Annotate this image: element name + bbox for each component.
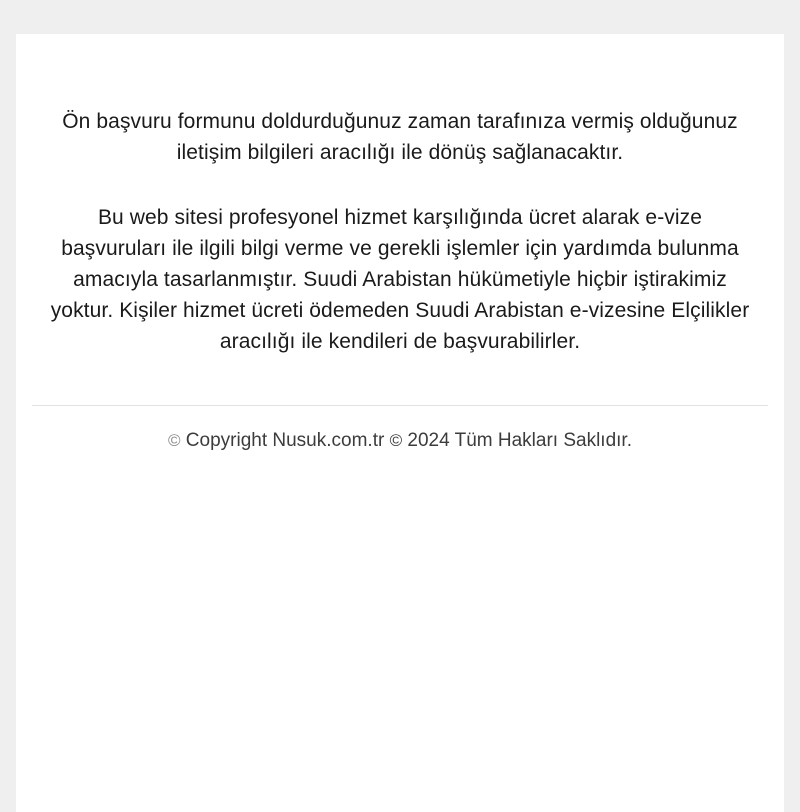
footer-info-section [16, 34, 784, 454]
left-gutter [0, 34, 16, 812]
disclaimer-paragraph: Bu web sitesi profesyonel hizmet karşılığında ücret alarak e-vize başvuruları ile ilgili bilgi verme ve gerekli işlemler için yardımda bulunma amacıyla tasarlanmıştır. Suudi Arabistan hükümetiyle hiçbir iştirakimiz yoktur. Kişiler hizmet ücreti ödemeden Suudi Arabistan e-vizesine Elçilikler aracılığı ile kendileri de başvurabilirler. [50, 206, 750, 353]
copyright-line [16, 406, 784, 454]
contact-followup-paragraph: Ön başvuru formunu doldurduğunuz zaman tarafınıza vermiş olduğunuz iletişim bilgileri aracılığı ile dönüş sağlanacaktır. [62, 110, 738, 164]
right-gutter [784, 34, 800, 812]
copyright-year-rights-text: 2024 Tüm Hakları Saklıdır. [407, 430, 632, 451]
page-top-background [0, 0, 800, 34]
copyright-owner-text: Copyright Nusuk.com.tr [185, 430, 385, 451]
copyright-symbol-secondary-icon: © [389, 431, 403, 450]
content-sheet [16, 34, 784, 812]
copyright-symbol-icon: © [167, 431, 181, 450]
